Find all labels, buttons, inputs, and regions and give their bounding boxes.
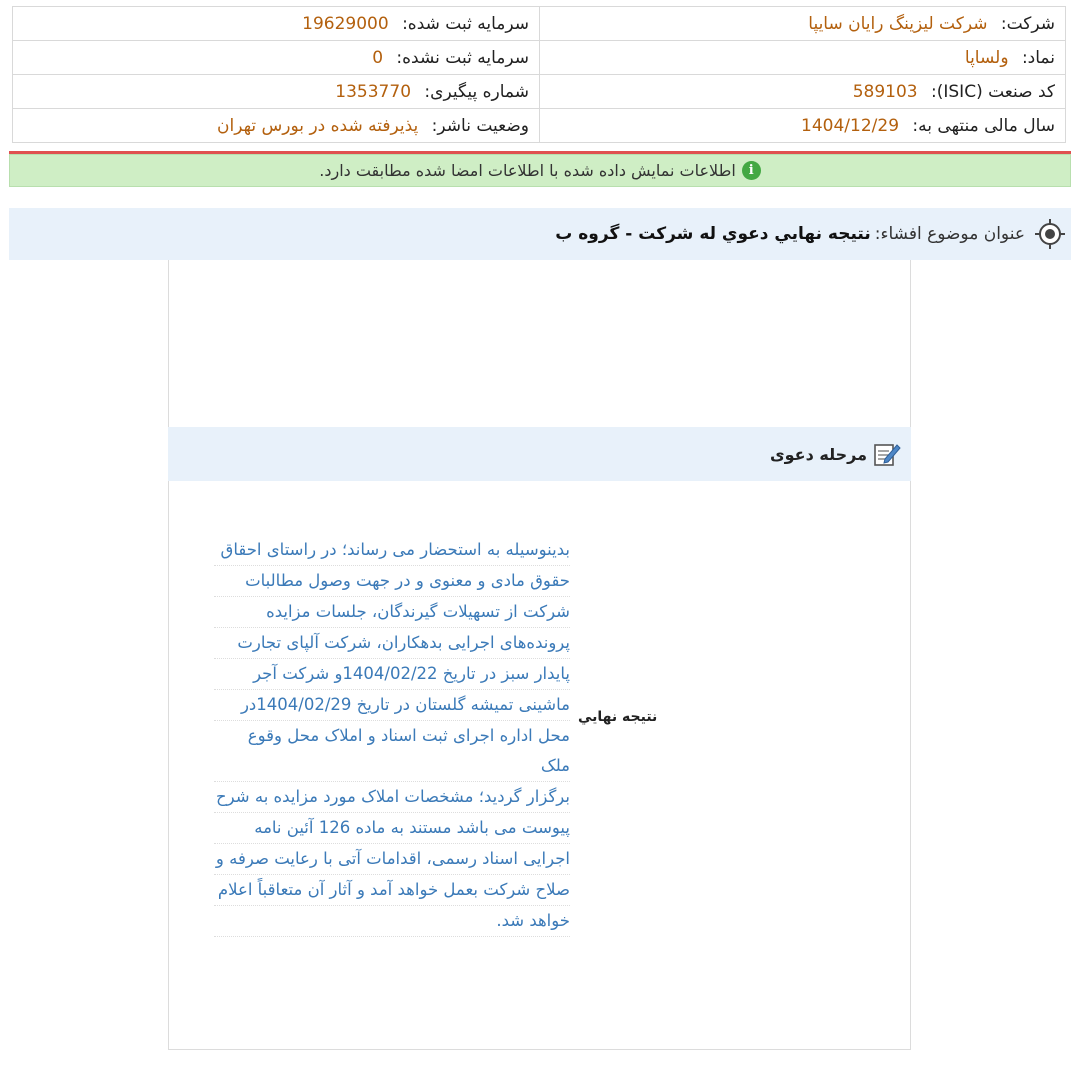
result-text [214, 535, 570, 937]
info-row [13, 109, 1066, 143]
fiscal-value: 1404/12/29 [801, 115, 900, 136]
fiscal-cell [540, 109, 1066, 143]
info-row [13, 41, 1066, 75]
result-line: حقوق مادی و معنوی و در جهت وصول مطالبات [214, 566, 570, 597]
reg-capital-cell [13, 7, 540, 41]
stage-header [168, 427, 911, 481]
subject-title: نتيجه نهايي دعوي له شركت - گروه ب [555, 224, 871, 244]
company-label: شرکت: [1000, 13, 1055, 34]
result-line: خواهد شد. [214, 906, 570, 937]
result-line: برگزار گردید؛ مشخصات املاک مورد مزایده به شرح [214, 782, 570, 813]
notice-text: اطلاعات نمایش داده شده با اطلاعات امضا شده مطابقت دارد. [319, 161, 736, 180]
unreg-capital-label: سرمایه ثبت نشده: [396, 47, 529, 68]
isic-value: 589103 [852, 81, 918, 102]
reg-capital-label: سرمایه ثبت شده: [402, 13, 529, 34]
unreg-capital-cell [13, 41, 540, 75]
tracking-cell [13, 75, 540, 109]
result-line: پیوست می باشد مستند به ماده 126 آئین نامه [214, 813, 570, 844]
result-label: نتيجه نهايي [578, 709, 658, 725]
result-line: محل اداره اجرای ثبت اسناد و املاک محل وقوع ملک [214, 721, 570, 782]
status-value: پذیرفته شده در بورس تهران [217, 115, 419, 136]
result-line: ماشینی تمیشه گلستان در تاریخ 1404/02/29در [214, 690, 570, 721]
symbol-cell [540, 41, 1066, 75]
result-line: اجرایی اسناد رسمی، اقدامات آتی با رعایت صرفه و [214, 844, 570, 875]
result-line: پایدار سبز در تاریخ 1404/02/22و شرکت آجر [214, 659, 570, 690]
company-cell [540, 7, 1066, 41]
symbol-label: نماد: [1021, 47, 1055, 68]
fiscal-label: سال مالی منتهی به: [912, 115, 1055, 136]
isic-label: کد صنعت (ISIC): [931, 81, 1055, 102]
unreg-capital-value: 0 [372, 47, 384, 68]
result-line: بدینوسیله به استحضار می رساند؛ در راستای احقاق [214, 535, 570, 566]
stage-title: مرحله دعوی [769, 444, 867, 464]
result-line: پرونده‌های اجرایی بدهکاران، شرکت آلپای تجارت [214, 628, 570, 659]
status-cell [13, 109, 540, 143]
subject-header [9, 208, 1071, 260]
target-icon [1035, 219, 1065, 249]
company-info-table [12, 6, 1066, 143]
company-name[interactable]: شرکت لیزینگ رایان سایپا [808, 13, 988, 34]
subject-label: عنوان موضوع افشاء: [874, 224, 1025, 244]
info-icon: i [742, 161, 761, 180]
symbol-value[interactable]: ولساپا [964, 47, 1009, 68]
edit-icon [873, 441, 901, 467]
tracking-label: شماره پیگیری: [424, 81, 529, 102]
info-row [13, 7, 1066, 41]
result-line: شرکت از تسهیلات گیرندگان، جلسات مزایده [214, 597, 570, 628]
status-label: وضعیت ناشر: [431, 115, 529, 136]
info-row [13, 75, 1066, 109]
isic-cell [540, 75, 1066, 109]
result-line: صلاح شرکت بعمل خواهد آمد و آثار آن متعاقباً اعلام [214, 875, 570, 906]
tracking-value: 1353770 [335, 81, 412, 102]
verification-notice [9, 154, 1071, 187]
reg-capital-value: 19629000 [302, 13, 389, 34]
